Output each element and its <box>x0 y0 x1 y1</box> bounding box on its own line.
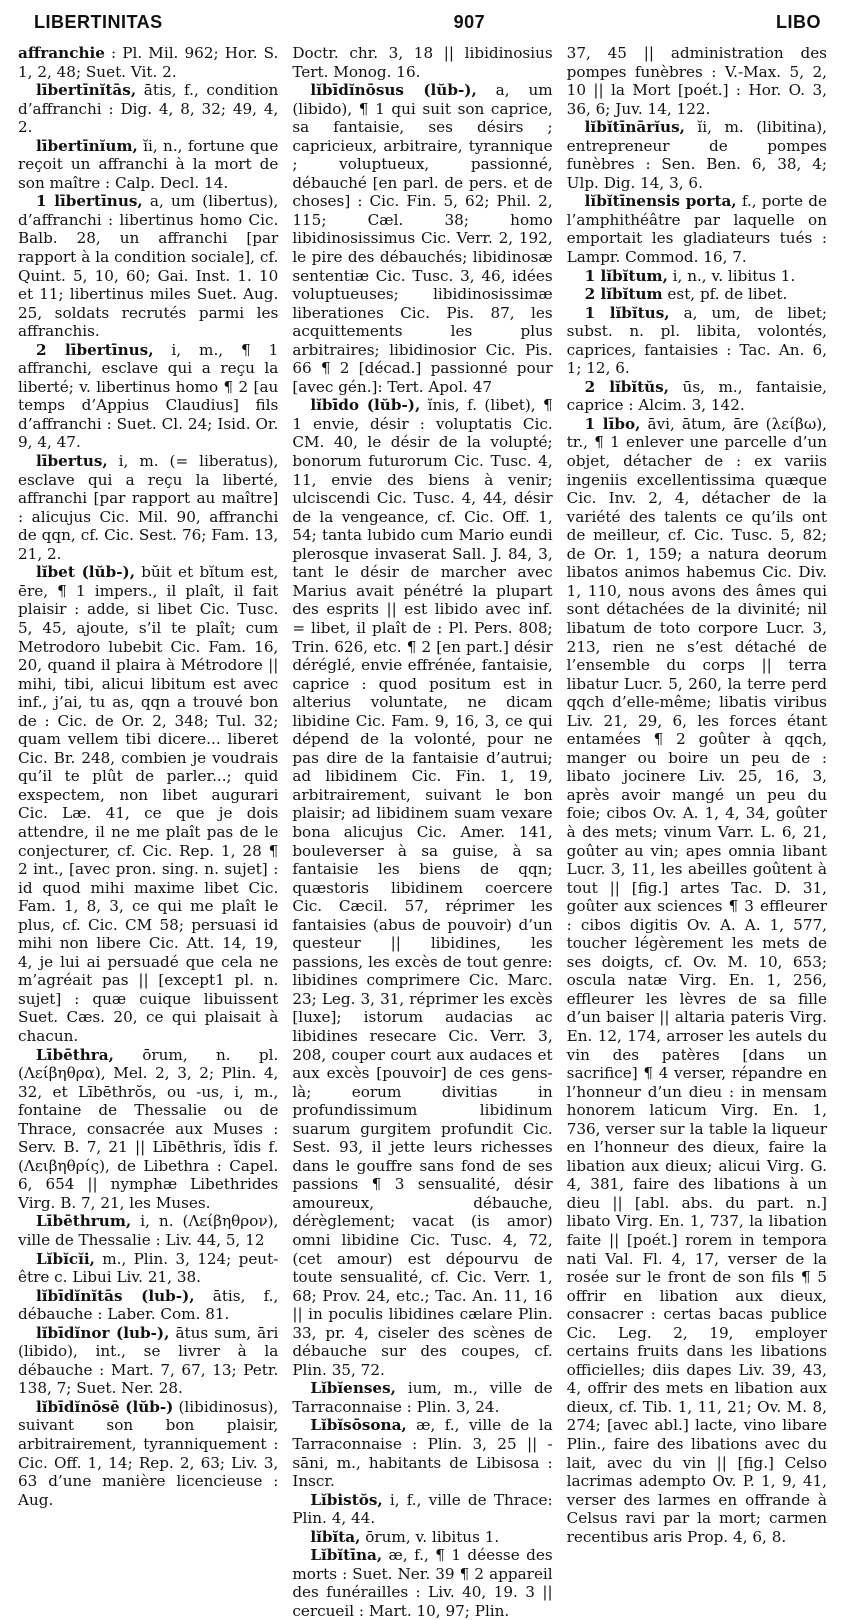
entry-text: ĭi, n., fortune que reçoit un affranchi à la mort de son maître : Calp. Decl. 14. <box>18 136 279 192</box>
column-2 <box>292 44 552 1620</box>
entry-headword: 1 lībertīnus, <box>36 192 143 211</box>
dictionary-entry <box>567 192 827 266</box>
dictionary-entry <box>18 1398 278 1509</box>
dictionary-entry <box>292 81 552 396</box>
entry-text: ōrum, v. libitus 1. <box>360 1527 500 1546</box>
entry-headword: 1 lĭbĭtum, <box>584 266 668 285</box>
entry-headword: Lībēthrum, <box>36 1212 132 1231</box>
entry-text: æ, f., ville de la Tarraconnaise : Plin. 3, 25 || -sāni, m., habitants de Libisosa : Inscr. <box>292 1416 553 1491</box>
dictionary-entry <box>292 44 552 81</box>
entry-headword: lĭbīdĭnĭtās (lub-), <box>36 1286 195 1305</box>
entry-text: est, pf. de libet. <box>662 285 788 304</box>
entry-headword: 1 lĭbĭtus, <box>584 303 670 322</box>
entry-headword: lĭbīdĭnōsē (lŭb-) <box>36 1397 174 1416</box>
dictionary-entry <box>567 304 827 378</box>
dictionary-entry <box>18 341 278 452</box>
entry-text: f., porte de l’amphithéâtre par laquelle on emportait les gladiateurs tués : Lampr. Commod. 16, 7. <box>566 192 827 267</box>
entry-headword: lĭbet (lŭb-), <box>36 563 135 582</box>
entry-text: Doctr. chr. 3, 18 || libidinosius Tert. Monog. 16. <box>292 44 553 81</box>
entry-headword: 2 lĭbĭtŭs, <box>584 377 670 396</box>
entry-headword: lĭbĭtīnensis porta, <box>584 192 737 211</box>
header-left-guideword: LIBERTINITAS <box>34 11 163 32</box>
dictionary-entry <box>18 452 278 563</box>
entry-text: ūs, m., fantaisie, caprice : Alcim. 3, 142. <box>566 377 827 415</box>
entry-text: i, m. (= liberatus), esclave qui a reçu la liberté, affranchi [par rapport au maître] : alicujus Cic. Mil. 90, affranchi de qqn, cf. Cic. Sest. 76; Fam. 13, 21, 2. <box>18 452 279 563</box>
entry-text: a, um, de libet; subst. n. pl. libita, volontés, caprices, fantaisies : Tac. An. 6, 1; 12, 6. <box>566 303 827 378</box>
dictionary-entry <box>18 44 278 81</box>
dictionary-entry <box>18 1250 278 1287</box>
dictionary-entry <box>292 1416 552 1490</box>
entry-headword: 2 lĭbĭtum <box>584 285 663 304</box>
entry-text: ōrum, n. pl. (Λείβηθρα), Mel. 2, 3, 2; Plin. 4, 32, et Lībēthrŏs, ou -us, i, m., fontaine de Thessalie ou de Thrace, consacrée aux Muses : Serv. B. 7, 21 || Lībēthris, ĭdis f. (Λειβηθρίς), de Libethra : Capel. 6, 654 || nymphæ Libethrides Virg. B. 7, 21, les Muses. <box>18 1045 279 1212</box>
dictionary-entry <box>18 1046 278 1213</box>
dictionary-entry <box>567 267 827 286</box>
page-number: 907 <box>453 11 486 32</box>
dictionary-entry <box>18 192 278 340</box>
entry-text: i, n. (Λείβηθρον), ville de Thessalie : Liv. 44, 5, 12 <box>18 1212 279 1249</box>
entry-headword: lĭbĭta, <box>310 1527 361 1546</box>
entry-headword: Lībēthra, <box>36 1045 114 1064</box>
entry-headword: lībertīnĭum, <box>36 136 138 155</box>
entry-text: m., Plin. 3, 124; peut-être c. Libui Liv. 21, 38. <box>18 1249 279 1287</box>
entry-headword: lībertīnĭtās, <box>36 81 137 100</box>
dictionary-entry <box>567 118 827 192</box>
dictionary-entry <box>567 285 827 304</box>
entry-text: : Pl. Mil. 962; Hor. S. 1, 2, 48; Suet. Vit. 2. <box>18 44 279 81</box>
dictionary-entry <box>567 44 827 118</box>
dictionary-entry <box>18 1212 278 1249</box>
entry-headword: Lĭbĭsōsona, <box>310 1416 407 1435</box>
dictionary-entry <box>292 1379 552 1416</box>
entry-headword: Lĭbĭenses, <box>310 1379 396 1398</box>
entry-headword: affranchie <box>18 44 105 62</box>
header-right-guideword: LIBO <box>776 11 821 32</box>
entry-headword: 2 lībertīnus, <box>36 340 154 359</box>
dictionary-entry <box>292 1491 552 1528</box>
entry-text: āvi, ātum, āre (λείβω), tr., ¶ 1 enlever une parcelle d’un objet, détacher de : ex variis ingeniis excellentissima quæque Cic. Inv. 2, 4, détacher de la variété des talents ce qu’ils ont de meilleur, cf. Cic. Tusc. 5, 82; de Or. 1, 159; a natura deorum libatos animos habemus Cic. Div. 1, 110, nous avons des âmes qui sont détachées de la divinité; nil libatum de toto corpore Lucr. 3, 213, rien ne s’est détaché de l’ensemble du corps || terra libatur Lucr. 5, 260, la terre perd qqch d’elle-même; libatis viribus Liv. 21, 29, 6, les forces étant entamées ¶ 2 goûter à qqch, manger ou boire un peu de : libato jocinere Liv. 25, 16, 3, après avoir mangé un peu du foie; cibos Ov. A. 1, 4, 34, goûter à des mets; vinum Varr. L. 6, 21, goûter au vin; apes omnia libant Lucr. 3, 11, les abeilles goûtent à tout || [fig.] artes Tac. D. 31, goûter aux sciences ¶ 3 effleurer : cibos digitis Ov. A. A. 1, 577, toucher légèrement les mets de ses doigts, cf. Ov. M. 10, 653; oscula natæ Virg. En. 1, 256, effleurer les lèvres de sa fille d’un baiser || altaria pateris Virg. En. 12, 174, arroser les autels du vin des patères [dans un sacrifice] ¶ 4 verser, répandre en l’honneur d’un dieu : in mensam honorem laticum Virg. En. 1, 736, verser sur la table la liqueur en l’honneur des dieux, faire la libation aux dieux; alicui Virg. G. 4, 381, faire des libations à un dieu || [abl. abs. du part. n.] libato Virg. En. 1, 737, la libation faite || [poét.] rorem in tempora nati Val. Fl. 4, 17, verser de la rosée sur le front de son fils ¶ 5 offrir en libation aux dieux, consacrer : certas bacas publice Cic. Leg. 2, 19, employer certains fruits dans les libations officielles; diis dapes Liv. 39, 43, 4, offrir des mets en libation aux dieux, cf. Tib. 1, 11, 21; Ov. M. 8, 274; [avec abl.] lacte, vino libare Plin., faire des libations avec du lait, avec du vin || [fig.] Celso lacrimas ademptо Ov. P. 1, 9, 41, verser des larmes en offrande à Celsus ravi par la mort; carmen recentibus aris Prop. 4, 6, 8. <box>566 414 827 1546</box>
entry-text: bŭit et bĭtum est, ēre, ¶ 1 impers., il plaît, il fait plaisir : adde, si libet Cic. Tusc. 5, 45, ajoute, s’il te plaît; cum Metrodoro lubebit Cic. Fam. 16, 20, quand il plaira à Métrodore || mihi, tibi, alicui libitum est avec inf., j’ai, tu as, qqn a trouvé bon de : Cic. de Or. 2, 348; Tul. 32; quam vellem tibi dicere... liberet Cic. Br. 248, combien je voudrais qu’il te plût de parler...; quid exspectem, non libet augurari Cic. Læ. 41, ce que je dois attendre, il ne me plaît pas de le conjecturer, cf. Cic. Rep. 1, 28 ¶ 2 int., [avec pron. sing. n. sujet] : id quod mihi maxime libet Cic. Fam. 1, 8, 3, ce qui me plaît le plus, cf. Cic. CM 58; persuasi id mihi non libere Cic. Att. 14, 19, 4, je lui ai persuadé que cela ne m’agréait pas || [except1 pl. n. sujet] : quæ cuique libuissent Suet. Cæs. 20, ce qui plaisait à chacun. <box>18 563 279 1045</box>
dictionary-entry <box>18 1287 278 1324</box>
entry-headword: Lĭbĭtīna, <box>310 1546 383 1565</box>
entry-headword: Lĭbĭcĭi, <box>36 1249 95 1268</box>
entry-text: ium, m., ville de Tarraconnaise : Plin. 3, 24. <box>292 1379 553 1416</box>
entry-text: 37, 45 || administration des pompes funèbres : V.-Max. 5, 2, 10 || la Mort [poét.] : Hor. O. 3, 36, 6; Juv. 14, 122. <box>566 44 827 118</box>
dictionary-entry <box>18 1324 278 1398</box>
entry-text: ātus sum, āri (libido), int., se livrer à la débauche : Mart. 7, 67, 13; Petr. 138, 7; Suet. Ner. 28. <box>18 1323 279 1398</box>
entry-headword: Lĭbistŏs, <box>310 1490 383 1509</box>
dictionary-entry <box>18 137 278 193</box>
entry-text: i, n., v. libitus 1. <box>667 266 796 285</box>
dictionary-entry <box>18 563 278 1045</box>
entry-headword: lĭbīdĭnōsus (lŭb-), <box>310 81 477 100</box>
column-1 <box>18 44 278 1620</box>
entry-headword: lĭbīdĭnor (lub-), <box>36 1323 170 1342</box>
dictionary-entry <box>567 378 827 415</box>
entry-text: (libidinosus), suivant son bon plaisir, arbitrairement, tyranniquement : Cic. Off. 1, 14; Rep. 2, 63; Liv. 3, 63 d’une manière licencieuse : Aug. <box>18 1397 279 1509</box>
dictionary-entry <box>18 81 278 137</box>
entry-text: i, f., ville de Thrace: Plin. 4, 44. <box>292 1490 553 1528</box>
entry-headword: lībertus, <box>36 452 108 471</box>
dictionary-entry <box>567 415 827 1546</box>
column-3 <box>567 44 827 1620</box>
entry-text: ātis, f., débauche : Laber. Com. 81. <box>18 1286 279 1324</box>
entry-headword: lĭbīdo (lŭb-), <box>310 396 421 415</box>
entry-text: i, m., ¶ 1 affranchi, esclave qui a reçu la liberté; v. libertinus homo ¶ 2 [au temps d’Appius Claudius] fils d’affranchi : Suet. Cl. 24; Isid. Or. 9, 4, 47. <box>18 340 279 452</box>
entry-text: ĭnis, f. (libet), ¶ 1 envie, désir : voluptatis Cic. CM. 40, le désir de la volupté; bonorum futurorum Cic. Tusc. 4, 11, envie des biens à venir; ulciscendi Cic. Tusc. 4, 44, désir de la vengeance, cf. Cic. Off. 1, 54; tanta lubido cum Mario eundi plerosque invaserat Sall. J. 84, 3, tant le désir de marcher avec Marius avait pénétré la plupart des esprits || est libido avec inf. = libet, il plaît de : Pl. Pers. 808; Trin. 626, etc. ¶ 2 [en part.] désir déréglé, envie effrénée, fantaisie, caprice : quod positum est in alterius voluntate, ne dicam libidine Cic. Fam. 9, 16, 3, ce qui dépend de la volonté, pour ne pas dire de la fantaisie d’autrui; ad libidinem Cic. Fin. 1, 19, arbitrairement, suivant le bon plaisir; ad libidinem suam vexare bona alicujus Cic. Amer. 141, bouleverser à sa guise, à sa fantaisie les biens de qqn; quæstoris libidinem coercere Cic. Cæcil. 57, réprimer les fantaisies (abus de pouvoir) d’un questeur || libidines, les passions, les excès de tout genre: libidines comprimere Cic. Marc. 23; Leg. 3, 31, réprimer les excès [luxe]; istorum audacias ac libidines resecare Cic. Verr. 3, 208, couper court aux audaces et aux excès [pouvoir] de ces gens-là; eorum divitias in profundissimum libidinum suarum gurgitem profundit Cic. Sest. 93, il jette leurs richesses dans le gouffre sans fond de ses passions ¶ 3 sensualité, désir amoureux, débauche, dérèglement; vacat (is amor) omni libidine Cic. Tusc. 4, 72, (cet amour) est dépourvu de toute sensualité, cf. Cic. Verr. 1, 68; Prov. 24, etc.; Tac. An. 11, 16 || in poculis libidines cælare Plin. 33, pr. 4, ciseler des scènes de débauche sur des coupes, cf. Plin. 35, 72. <box>292 396 553 1379</box>
entry-headword: 1 lībo, <box>584 414 641 433</box>
entry-text: æ, f., ¶ 1 déesse des morts : Suet. Ner. 39 ¶ 2 appareil des funérailles : Liv. 40, 19. 3 || cercueil : Mart. 10, 97; Plin. <box>292 1546 553 1620</box>
entry-text: ĭi, m. (libitina), entrepreneur de pompes funèbres : Sen. Ben. 6, 38, 4; Ulp. Dig. 14, 3, 6. <box>566 118 827 192</box>
running-head <box>18 0 827 44</box>
entry-headword: lĭbĭtīnārĭus, <box>584 118 685 137</box>
columns <box>18 44 827 1620</box>
entry-text: a, um (libertus), d’affranchi : libertinus homo Cic. Balb. 28, un affranchi [par rapport à la condition sociale], cf. Quint. 5, 10, 60; Gai. Inst. 1. 10 et 11; libertinus miles Suet. Aug. 25, soldats recrutés parmi les affranchis. <box>18 192 279 341</box>
dictionary-entry <box>292 1546 552 1620</box>
entry-text: ātis, f., condition d’affranchi : Dig. 4, 8, 32; 49, 4, 2. <box>18 81 279 137</box>
entry-text: a, um (libido), ¶ 1 qui suit son caprice, sa fantaisie, ses désirs ; capricieux, arbitraire, tyrannique ; voluptueux, passionné, débauché [en parl. de pers. et de choses] : Cic. Fin. 5, 62; Phil. 2, 115; Cæl. 38; homo libidinosissimus Cic. Verr. 2, 192, le pire des débauchés; libidinosæ sententiæ Cic. Tusc. 3, 46, idées voluptueuses; libidinosissimæ liberationes Cic. Pis. 87, les acquittements les plus arbitraires; libidinosior Cic. Pis. 66 ¶ 2 [décad.] passionné pour [avec gén.]: Tert. Apol. 47 <box>292 81 553 396</box>
dictionary-entry <box>292 396 552 1379</box>
dictionary-entry <box>292 1528 552 1547</box>
